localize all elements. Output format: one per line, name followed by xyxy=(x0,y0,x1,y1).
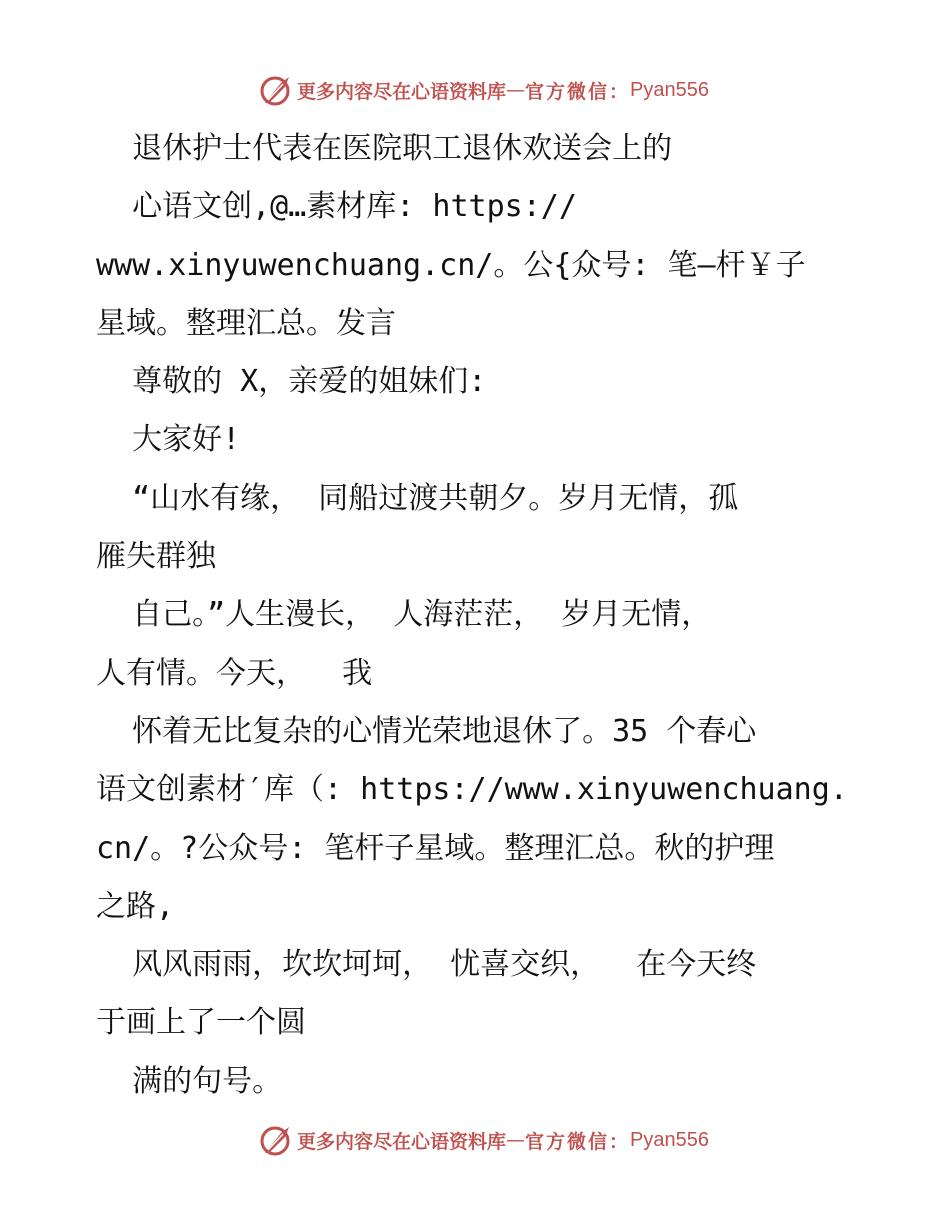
quill-pen-logo-icon xyxy=(259,73,293,107)
text-line: 雁失群独 xyxy=(96,539,216,575)
text-line: 星域。整理汇总。发言 xyxy=(96,305,396,341)
text-line: 满的句号。 xyxy=(96,1063,283,1099)
text-line: 之路, xyxy=(96,888,175,924)
text-line: 退休护士代表在医院职工退休欢送会上的 xyxy=(96,131,673,166)
text-line: 大家好! xyxy=(96,422,241,458)
banner-wechat-label: 官方微信： xyxy=(525,1130,631,1153)
banner-text: 更多内容尽在心语资料库 xyxy=(297,1130,507,1153)
text-line: 人有情。今天， 我 xyxy=(96,655,373,691)
document-body xyxy=(96,120,856,1111)
text-line: “山水有缘， 同船过渡共朝夕。岁月无情，孤 xyxy=(96,480,739,516)
banner-wechat-id: Pyan556 xyxy=(630,78,709,101)
header-watermark-banner xyxy=(0,70,950,110)
quill-pen-logo-icon xyxy=(259,1123,293,1157)
text-line: 于画上了一个圆 xyxy=(96,1005,306,1041)
banner-wechat-id: Pyan556 xyxy=(630,1128,709,1151)
banner-dash: — xyxy=(506,1129,526,1151)
footer-watermark-banner xyxy=(0,1120,950,1160)
banner-text: 更多内容尽在心语资料库 xyxy=(297,80,507,103)
text-line: 语文创素材′库（: https://www.xinyuwenchuang. xyxy=(96,772,848,808)
text-line: 心语文创,@…素材库: https:// xyxy=(96,189,577,225)
text-line: 尊敬的 X，亲爱的姐妹们: xyxy=(96,364,487,400)
text-line: 风风雨雨，坎坎坷坷， 忧喜交织， 在今天终 xyxy=(96,947,757,983)
banner-dash: — xyxy=(506,79,526,101)
text-line: 怀着无比复杂的心情光荣地退休了。35 个春心 xyxy=(96,713,757,749)
text-line: 自己。”人生漫长， 人海茫茫， 岁月无情， xyxy=(96,597,712,633)
text-line: www.xinyuwenchuang.cn/。公{众号: 笔—杆￥子 xyxy=(96,247,806,283)
banner-wechat-label: 官方微信： xyxy=(525,80,631,103)
text-line: cn/。?公众号: 笔杆子星域。整理汇总。秋的护理 xyxy=(96,830,775,866)
